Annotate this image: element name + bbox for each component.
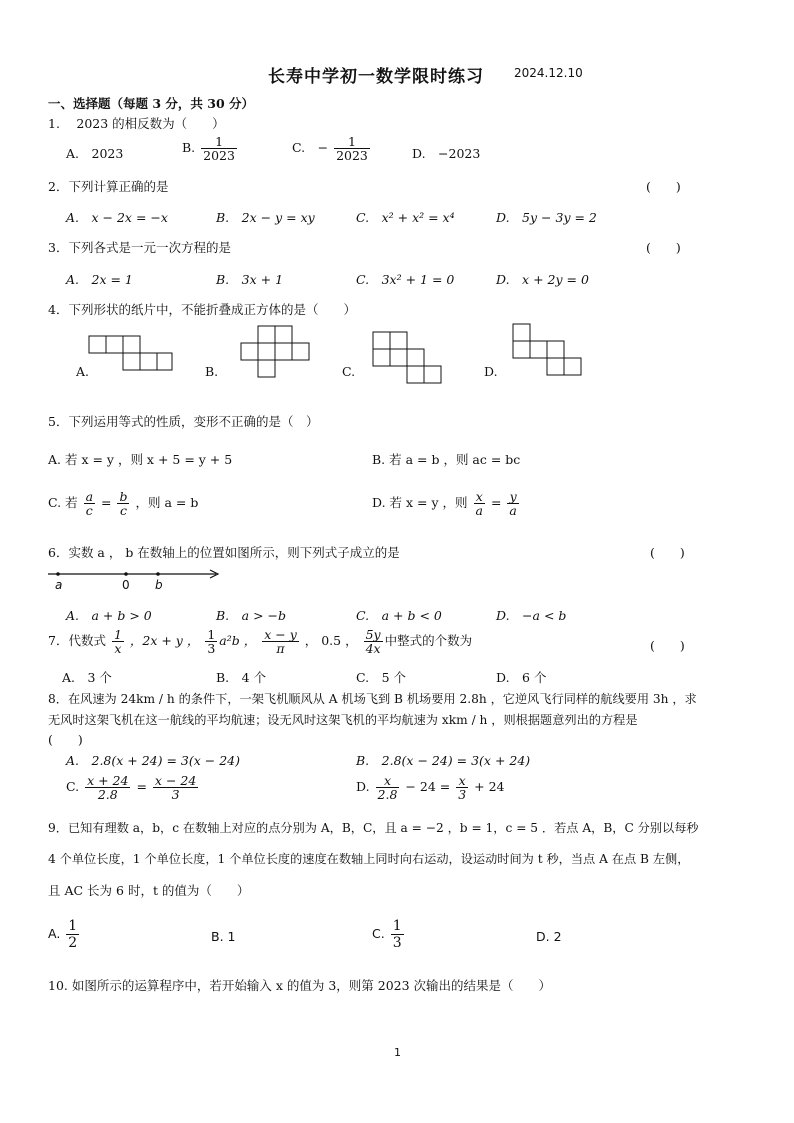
option-label: C. xyxy=(372,926,385,941)
fraction-denominator: 3 xyxy=(392,935,402,951)
answer-paren: ( ) xyxy=(650,545,685,560)
option-d: D. −2023 xyxy=(412,146,481,161)
fraction-denominator: c xyxy=(119,503,127,518)
option-a: A. 2x = 1 xyxy=(66,272,133,287)
option-d: D. −a < b xyxy=(496,608,567,623)
equals-sign: = xyxy=(136,779,147,794)
fraction-numerator: x xyxy=(376,774,400,788)
option-b: B. 2.8(x − 24) = 3(x + 24) xyxy=(356,753,531,768)
option-c: C. 3x² + 1 = 0 xyxy=(356,272,455,287)
option-c xyxy=(66,774,200,801)
option-b: B. 若 a = b ，则 ac = bc xyxy=(372,452,521,467)
fraction-numerator: 1 xyxy=(68,918,78,934)
fraction-numerator: 1 xyxy=(334,135,370,149)
option-c: C. x² + x² = x⁴ xyxy=(356,210,455,225)
fraction-denominator: 3 xyxy=(458,787,467,802)
fraction-denominator: 2023 xyxy=(203,148,235,163)
question-stem: 4．下列形状的纸片中，不能折叠成正方体的是（ ） xyxy=(48,302,356,317)
fraction-denominator: 3 xyxy=(171,787,180,802)
question-stem: 2．下列计算正确的是 xyxy=(48,179,169,194)
fraction-numerator: x xyxy=(456,774,468,788)
fraction-denominator: c xyxy=(85,503,93,518)
net-figure-b xyxy=(241,326,311,380)
expression-text: ，2x + y ， xyxy=(129,633,200,648)
option-d xyxy=(372,490,521,517)
option-d: D. 5y − 3y = 2 xyxy=(496,210,597,225)
expression-text: ， 0.5 ， xyxy=(304,633,358,648)
option-c xyxy=(48,490,198,517)
fraction-numerator: a xyxy=(85,489,94,504)
fraction-denominator: 2.8 xyxy=(377,787,398,802)
expression-text: a²b ， xyxy=(219,633,257,648)
page-number: 1 xyxy=(394,1046,401,1059)
option-label: B. xyxy=(182,140,196,155)
answer-paren: ( ) xyxy=(48,732,83,747)
number-line xyxy=(48,568,224,594)
option-label: D. 若 x = y ，则 xyxy=(372,495,468,510)
question-stem: 1. 2023 的相反数为（ ） xyxy=(48,116,225,131)
fraction-numerator: 1 xyxy=(201,135,237,149)
exam-date: 2024.12.10 xyxy=(514,66,583,80)
option-a: A. 2.8(x + 24) = 3(x − 24) xyxy=(66,753,241,768)
net-figure-c xyxy=(373,332,443,384)
option-d xyxy=(356,774,505,801)
fraction-numerator: b xyxy=(119,489,128,504)
answer-paren: ( ) xyxy=(650,638,685,653)
net-figure-d xyxy=(513,324,585,380)
question-stem: 5．下列运用等式的性质，变形不正确的是（ ） xyxy=(48,414,319,429)
option-b: B. 2x − y = xy xyxy=(216,210,315,225)
fraction-denominator: 2.8 xyxy=(97,787,118,802)
question-stem xyxy=(48,628,472,655)
question-line: 4 个单位长度，1 个单位长度，1 个单位长度的速度在数轴上同时向右运动，设运动时间为 t 秒，当点 A 在点 B 左侧， xyxy=(48,852,690,866)
fraction-numerator: y xyxy=(507,490,518,504)
option-b: B. 4 个 xyxy=(216,670,267,685)
option-a: A. xyxy=(76,364,90,379)
question-stem: 3．下列各式是一元一次方程的是 xyxy=(48,240,231,255)
fraction-denominator: 3 xyxy=(207,641,216,656)
fraction-denominator: a xyxy=(509,503,517,518)
option-d: D. xyxy=(484,364,498,379)
stem-text: 7．代数式 xyxy=(48,633,106,648)
fraction-numerator: x xyxy=(474,490,485,504)
option-c: C. xyxy=(342,364,356,379)
option-b: B. a > −b xyxy=(216,608,287,623)
option-b: B. 1 xyxy=(211,929,236,944)
option-b xyxy=(182,135,239,162)
option-label: A. xyxy=(48,926,61,941)
fraction-denominator: x xyxy=(114,641,122,656)
fraction-numerator: 1 xyxy=(113,627,122,642)
question-line: 9．已知有理数 a，b，c 在数轴上对应的点分别为 A，B，C，且 a = −2 ，b = 1，c = 5 ．若点 A，B，C 分别以每秒 xyxy=(48,821,699,835)
option-b: B. 3x + 1 xyxy=(216,272,284,287)
option-c: C. 5 个 xyxy=(356,670,407,685)
fraction-numerator: 5y xyxy=(365,627,381,642)
question-stem: 6．实数 a ， b 在数轴上的位置如图所示，则下列式子成立的是 xyxy=(48,545,400,560)
option-conclusion: ，则 a = b xyxy=(135,495,199,510)
fraction-numerator: 1 xyxy=(392,918,402,934)
axis-label-a: a xyxy=(55,578,63,592)
answer-paren: ( ) xyxy=(646,240,681,255)
option-c xyxy=(292,135,372,162)
option-a: A. x − 2x = −x xyxy=(66,210,168,225)
option-b: B. xyxy=(205,364,219,379)
expression-text: − 24 = xyxy=(405,779,451,794)
fraction-denominator: 2023 xyxy=(336,148,368,163)
stem-text: 中整式的个数为 xyxy=(384,633,473,648)
option-c xyxy=(372,918,406,951)
axis-label-b: b xyxy=(155,578,163,592)
option-d: D. 6 个 xyxy=(496,670,547,685)
equals-sign: = xyxy=(101,495,112,510)
net-figure-a xyxy=(89,336,173,370)
option-d: D. 2 xyxy=(536,929,562,944)
fraction-denominator: a xyxy=(475,503,483,518)
fraction-denominator: 4x xyxy=(365,641,381,656)
option-c: C. a + b < 0 xyxy=(356,608,442,623)
option-d: D. x + 2y = 0 xyxy=(496,272,589,287)
option-a: A. 3 个 xyxy=(62,670,112,685)
option-label: D. xyxy=(356,779,370,794)
page-title: 长寿中学初一数学限时练习 xyxy=(268,67,484,87)
option-a: A. 若 x = y ，则 x + 5 = y + 5 xyxy=(48,452,233,467)
fraction-numerator: x − y xyxy=(264,627,297,642)
section-heading: 一、选择题（每题 3 分，共 30 分） xyxy=(48,96,255,111)
fraction-denominator: π xyxy=(276,641,285,656)
option-a xyxy=(48,918,81,951)
axis-label-zero: 0 xyxy=(122,578,130,592)
answer-paren: ( ) xyxy=(646,179,681,194)
question-10: 10. 如图所示的运算程序中，若开始输入 x 的值为 3，则第 2023 次输出的结果是（ ） xyxy=(48,978,552,993)
fraction-numerator: 1 xyxy=(207,627,216,642)
fraction-denominator: 2 xyxy=(68,935,78,951)
fraction-numerator: x − 24 xyxy=(154,773,197,788)
option-a: A. a + b > 0 xyxy=(66,608,152,623)
option-a: A. 2023 xyxy=(66,146,124,161)
option-label: C. − xyxy=(292,140,329,155)
question-line: 且 AC 长为 6 时，t 的值为（ ） xyxy=(48,883,250,898)
expression-text: + 24 xyxy=(474,779,505,794)
option-label: C. 若 xyxy=(48,495,78,510)
fraction-numerator: x + 24 xyxy=(87,773,129,788)
option-label: C. xyxy=(66,779,80,794)
question-line: 无风时这架飞机在这一航线的平均航速；设无风时这架飞机的平均航速为 xkm / h ，则根据题意列出的方程是 xyxy=(48,713,638,727)
equals-sign: = xyxy=(490,495,502,510)
question-line: 8．在风速为 24km / h 的条件下，一架飞机顺风从 A 机场飞到 B 机场要用 2.8h ，它逆风飞行同样的航线要用 3h ，求 xyxy=(48,692,697,706)
